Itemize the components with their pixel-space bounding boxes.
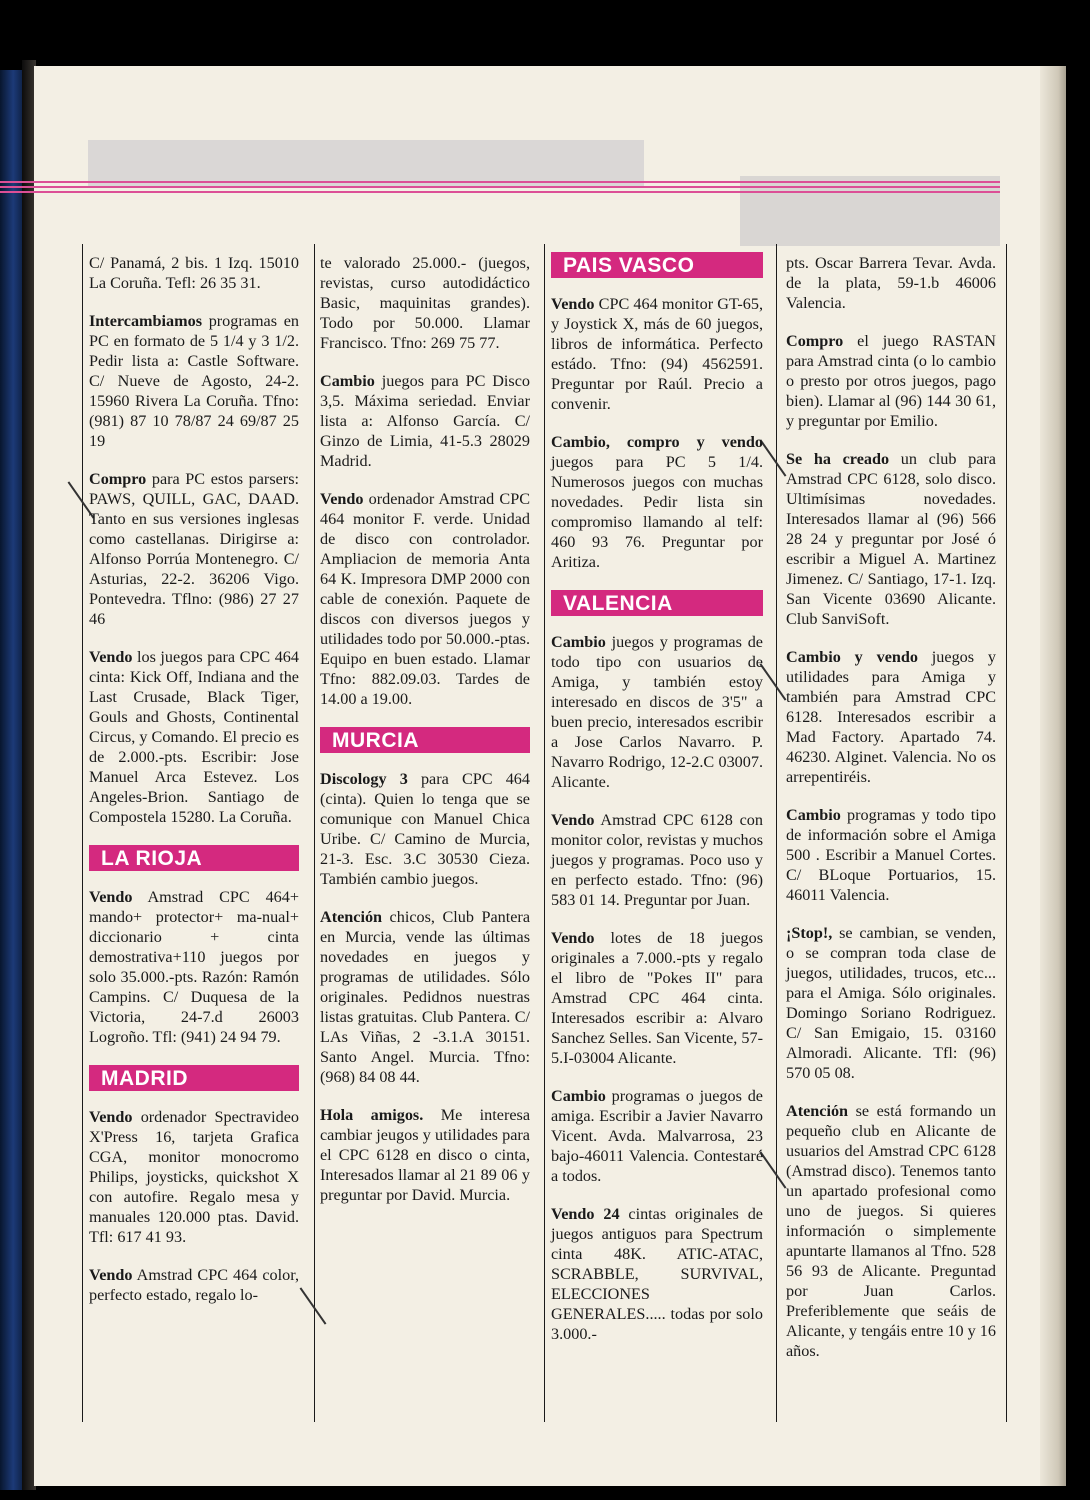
top-rule-second — [0, 186, 1000, 188]
ad-lead: Vendo — [89, 888, 133, 906]
ad-lead: Cambio — [320, 372, 375, 390]
classifieds-column-1 — [89, 253, 299, 1323]
classifieds-column-4 — [786, 253, 996, 1379]
classified-ad: Cambio juegos y programas de todo tipo con usuarios de Amiga, y también estoy interesado en discos de 3'5" a buen precio, interesados escribir a Jose Carlos Navarro. P. Navarro Rodrigo, 12-2.C 03007. Alicante. — [551, 633, 763, 791]
classified-ad: pts. Oscar Barrera Tevar. Avda. de la plata, 59-1.b 46006 Valencia. — [786, 254, 996, 312]
section-header-murcia: MURCIA — [320, 727, 530, 753]
ad-lead: ¡Stop!, — [786, 924, 833, 942]
ad-lead: Vendo — [89, 1108, 133, 1126]
ad-lead: Intercambiamos — [89, 312, 203, 330]
ad-lead: Discology 3 — [320, 770, 408, 788]
classified-ad: Hola amigos. Me interesa cambiar jeugos y utilidades para el CPC 6128 en disco o cinta, Interesados llamar al 21 89 06 y preguntar por David. Murcia. — [320, 1106, 530, 1204]
ad-lead: Atención — [786, 1102, 849, 1120]
column-divider — [1006, 244, 1007, 1422]
ad-lead: Vendo — [89, 648, 133, 666]
ad-lead: Vendo — [551, 811, 595, 829]
column-divider — [314, 244, 315, 1422]
classified-ad: Vendo ordenador Spectravideo X'Press 16, tarjeta Grafica CGA, monitor monocromo Philips, joysticks, quickshot X con autofire. Regalo mesa y manuales 120.000 ptas. David. Tfl: 617 41 93. — [89, 1108, 299, 1246]
top-rule — [0, 181, 1000, 183]
section-header-la-rioja: LA RIOJA — [89, 845, 299, 871]
classified-ad: Vendo lotes de 18 juegos originales a 7.000.-pts y regalo el libro de "Pokes II" para Amstrad CPC 464 cinta. Interesados escribir a: Alvaro Sanchez Selles. San Vicente, 57-5.I-03004 Alicante. — [551, 929, 763, 1067]
classified-ad: Vendo Amstrad CPC 464 color, perfecto estado, regalo lo- — [89, 1266, 299, 1304]
ad-lead: Hola amigos. — [320, 1106, 424, 1124]
classified-ad: Vendo ordenador Amstrad CPC 464 monitor F. verde. Unidad de disco con controlador. Ampliacion de memoria Anta 64 K. Impresora DMP 2000 con cable de conexión. Paquete de discos con diversos juegos y utilidades todo por 50.000.-ptas. Equipo en buen estado. Llamar Tfno: 882.09.03. Tardes de 14.00 a 19.00. — [320, 490, 530, 708]
ad-lead: Cambio y vendo — [786, 648, 918, 666]
ad-lead: Cambio — [551, 633, 606, 651]
spine-edge — [0, 70, 22, 1490]
classified-ad: Se ha creado un club para Amstrad CPC 6128, solo disco. Ultimísimas novedades. Interesados llamar al (96) 566 28 24 y preguntar por José ó escribir a Miguel A. Martinez Jimenez. C/ Santiago, 17-1. Izq. San Vicente 03690 Alicante. Club SanviSoft. — [786, 450, 996, 628]
classified-ad: Cambio programas y todo tipo de información sobre el Amiga 500 . Escribir a Manuel Cortes. C/ BLoque Portuarios, 15. 46011 Valencia. — [786, 806, 996, 904]
ad-lead: Compro — [89, 470, 147, 488]
classified-ad: Compro para PC estos parsers: PAWS, QUILL, GAC, DAAD. Tanto en sus versiones inglesas como castellanas. Dirigirse a: Alfonso Porrúa Montenegro. C/ Asturias, 22-2. 36206 Vigo. Pontevedra. Tflno: (986) 27 27 46 — [89, 470, 299, 628]
ad-lead: Compro — [786, 332, 844, 350]
column-divider — [776, 244, 777, 1422]
classifieds-column-2 — [320, 253, 530, 1223]
classified-ad: Cambio, compro y vendo juegos para PC 5 1/4. Numerosos juegos con muchas novedades. Pedir lista sin compromiso llamando al telf: 460 93 76. Preguntar por Aritiza. — [551, 433, 763, 571]
classified-ad: Cambio juegos para PC Disco 3,5. Máxima seriedad. Enviar lista a: Alfonso García. C/ Ginzo de Limia, 41-5.3 28029 Madrid. — [320, 372, 530, 470]
classified-ad: Atención chicos, Club Pantera en Murcia, vende las últimas novedades en juegos y programas de utilidades. Sólo originales. Pedidnos nuestras listas gratuitas. Club Pantera. C/ LAs Viñas, 2 -3.1.A 30151. Santo Angel. Murcia. Tfno:(968) 84 08 44. — [320, 908, 530, 1086]
classified-ad: Vendo Amstrad CPC 6128 con monitor color, revistas y muchos juegos y programas. Poco uso y en perfecto estado. Tfno: (96) 583 01 14. Preguntar por Juan. — [551, 811, 764, 909]
ad-lead: Cambio, compro y vendo — [551, 433, 763, 451]
ad-lead: Se ha creado — [786, 450, 890, 468]
classified-ad: Vendo 24 cintas originales de juegos antiguos para Spectrum cinta 48K. ATIC-ATAC, SCRABBLE, SURVIVAL, ELECCIONES GENERALES..... todas por solo 3.000.- — [551, 1205, 763, 1343]
classified-ad: Atención se está formando un pequeño club en Alicante de usuarios del Amstrad CPC 6128 (Amstrad disco). Tenemos tanto un apartado profesional como uno de juegos. Si quieres información o simplemente apuntarte llamanos al Tfno. 528 56 93 de Alicante. Preguntad por Juan Carlos. Preferiblemente que seáis de Alicante, y tengáis entre 10 y 16 años. — [786, 1102, 996, 1360]
classified-ad: Cambio y vendo juegos y utilidades para Amiga y también para Amstrad CPC 6128. Interesados escribir a Mad Factory. Apartado 74. 46230. Alginet. Valencia. No os arrepentiréis. — [786, 648, 996, 786]
classifieds-column-3 — [551, 248, 763, 1362]
ad-lead: Vendo — [320, 490, 364, 508]
classified-ad: Vendo los juegos para CPC 464 cinta: Kick Off, Indiana and the Last Crusade, Black Tiger, Gouls and Ghosts, Continental Circus, y Comando. El precio es de 2.000.-pts. Escribir: Jose Manuel Arca Estevez. Los Angeles-Brion. Santiago de Compostela 15280. La Coruña. — [89, 648, 299, 826]
classified-ad: ¡Stop!, se cambian, se venden, o se compran toda clase de juegos, utilidades, trucos, etc... para el Amiga. Sólo originales. Domingo Soriano Rodriguez. C/ San Emigaio, 15. 03160 Almoradi. Alicante. Tfl: (96) 570 05 08. — [786, 924, 996, 1082]
classified-ad: Discology 3 para CPC 464 (cinta). Quien lo tenga que se comunique con Manuel Chica Uribe. C/ Camino de Murcia, 21-3. Esc. 3.C 30530 Cieza. También cambio juegos. — [320, 770, 530, 888]
section-header-valencia: VALENCIA — [551, 590, 763, 616]
classified-ad: te valorado 25.000.- (juegos, revistas, curso autodidáctico Basic, maquinitas grandes). Todo por 50.000. Llamar Francisco. Tfno: 269 75 77. — [320, 254, 530, 352]
classified-ad: C/ Panamá, 2 bis. 1 Izq. 15010 La Coruña. Tefl: 26 35 31. — [89, 254, 299, 292]
classified-ad: Vendo CPC 464 monitor GT-65, y Joystick X, más de 60 juegos, libros de informática. Perfecto estádo. Tfno: (94) 4562591. Preguntar por Raúl. Precio a convenir. — [551, 295, 763, 413]
ad-lead: Cambio — [551, 1087, 606, 1105]
classified-ad: Intercambiamos programas en PC en formato de 5 1/4 y 3 1/2. Pedir lista a: Castle Software. C/ Nueve de Agosto, 24-2. 15960 Rivera La Coruña. Tfno: (981) 87 10 78/87 24 69/87 25 19 — [89, 312, 299, 450]
ad-lead: Vendo — [551, 929, 595, 947]
classified-ad: Cambio programas o juegos de amiga. Escribir a Javier Navarro Vicent. Avda. Malvarrosa, 23 bajo-46011 Valencia. Contestaré a todos. — [551, 1087, 763, 1185]
ad-lead: Atención — [320, 908, 383, 926]
classified-ad: Vendo Amstrad CPC 464+ mando+ protector+ ma-nual+ diccionario + cinta demostrativa+110 juegos por solo 35.000.-pts. Razón: Ramón Campins. C/ Duquesa de la Victoria, 24-7.d 26003 Logroño. Tfl: (941) 24 94 79. — [89, 888, 299, 1046]
column-divider — [82, 244, 83, 1422]
ad-lead: Vendo 24 — [551, 1205, 620, 1223]
ad-lead: Vendo — [551, 295, 595, 313]
section-header-pais-vasco: PAIS VASCO — [551, 252, 763, 278]
top-rule-third — [0, 191, 1000, 193]
section-header-madrid: MADRID — [89, 1065, 299, 1091]
column-divider — [544, 244, 545, 1422]
classified-ad: Compro el juego RASTAN para Amstrad cinta (o lo cambio o presto por otros juegos, pago bien). Llamar al (96) 144 30 61, y preguntar por Emilio. — [786, 332, 996, 430]
ad-lead: Cambio — [786, 806, 841, 824]
page-curl — [1040, 66, 1066, 1486]
ad-lead: Vendo — [89, 1266, 133, 1284]
